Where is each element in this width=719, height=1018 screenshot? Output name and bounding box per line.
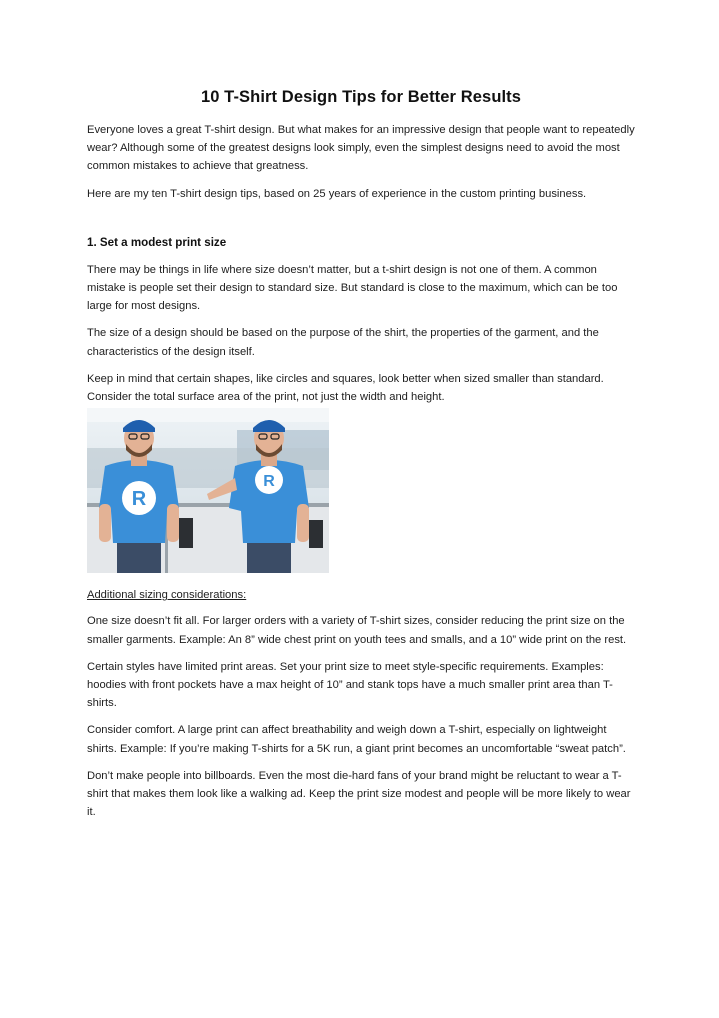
section-paragraph-2: The size of a design should be based on the purpose of the shirt, the properties of the garment, and the characteristics of the design itself.: [87, 327, 599, 358]
intro-paragraph-1: Everyone loves a great T-shirt design. But what makes for an impressive design that people want to repeatedly wear? Although some of the greatest designs look simply, even the simplest designs need to avoid the most common mistakes to achieve that greatness.: [87, 124, 635, 173]
section-paragraph-1: There may be things in life where size doesn’t matter, but a t-shirt design is not one of them. A common mistake is people set their design to standard size. But standard is close to the maximum, which can be too large for most designs.: [87, 263, 618, 313]
document-content: [87, 88, 635, 830]
consideration-paragraph-2: Certain styles have limited print areas. Set your print size to meet style-specific requirements. Examples: hoodies with front pockets have a max height of 10” and stank tops have a much smaller print area than T-shirts.: [87, 660, 613, 710]
office-chair: [309, 520, 323, 548]
consideration-paragraph-3: Consider comfort. A large print can affect breathability and weigh down a T-shirt, especially on lightweight shirts. Example: If you’re making T-shirts for a 5K run, a giant print becomes an uncomfortable “sweat patch”.: [87, 724, 626, 755]
consideration-paragraph-1: One size doesn’t fit all. For larger orders with a variety of T-shirt sizes, consider reducing the print size on the smaller garments. Example: An 8” wide chest print on youth tees and smalls, and a 10” wide print on the rest.: [87, 615, 627, 646]
office-chair: [179, 518, 193, 548]
consideration-paragraph-4: Don’t make people into billboards. Even the most die-hard fans of your brand might be reluctant to wear a T-shirt that makes them look like a walking ad. Keep the print size modest and people will be more likely to wear it.: [87, 769, 631, 819]
considerations-subheading: Additional sizing considerations:: [87, 589, 247, 602]
ceiling-light: [87, 408, 329, 422]
arm: [167, 504, 179, 542]
logo-letter: R: [263, 473, 275, 491]
arm: [297, 504, 309, 542]
tshirt-photo: [87, 408, 329, 573]
tshirt-photo-illustration: [87, 408, 329, 573]
logo-letter: R: [131, 488, 147, 511]
document-title: 10 T-Shirt Design Tips for Better Results: [200, 88, 522, 106]
section-paragraph-3: Keep in mind that certain shapes, like circles and squares, look better when sized smaller than standard. Consider the total surface area of the print, not just the width and height.: [87, 372, 604, 404]
arm: [99, 504, 111, 542]
section-heading-print-size: 1. Set a modest print size: [87, 235, 227, 249]
intro-paragraph-2: Here are my ten T-shirt design tips, based on 25 years of experience in the custom printing business.: [87, 187, 587, 200]
